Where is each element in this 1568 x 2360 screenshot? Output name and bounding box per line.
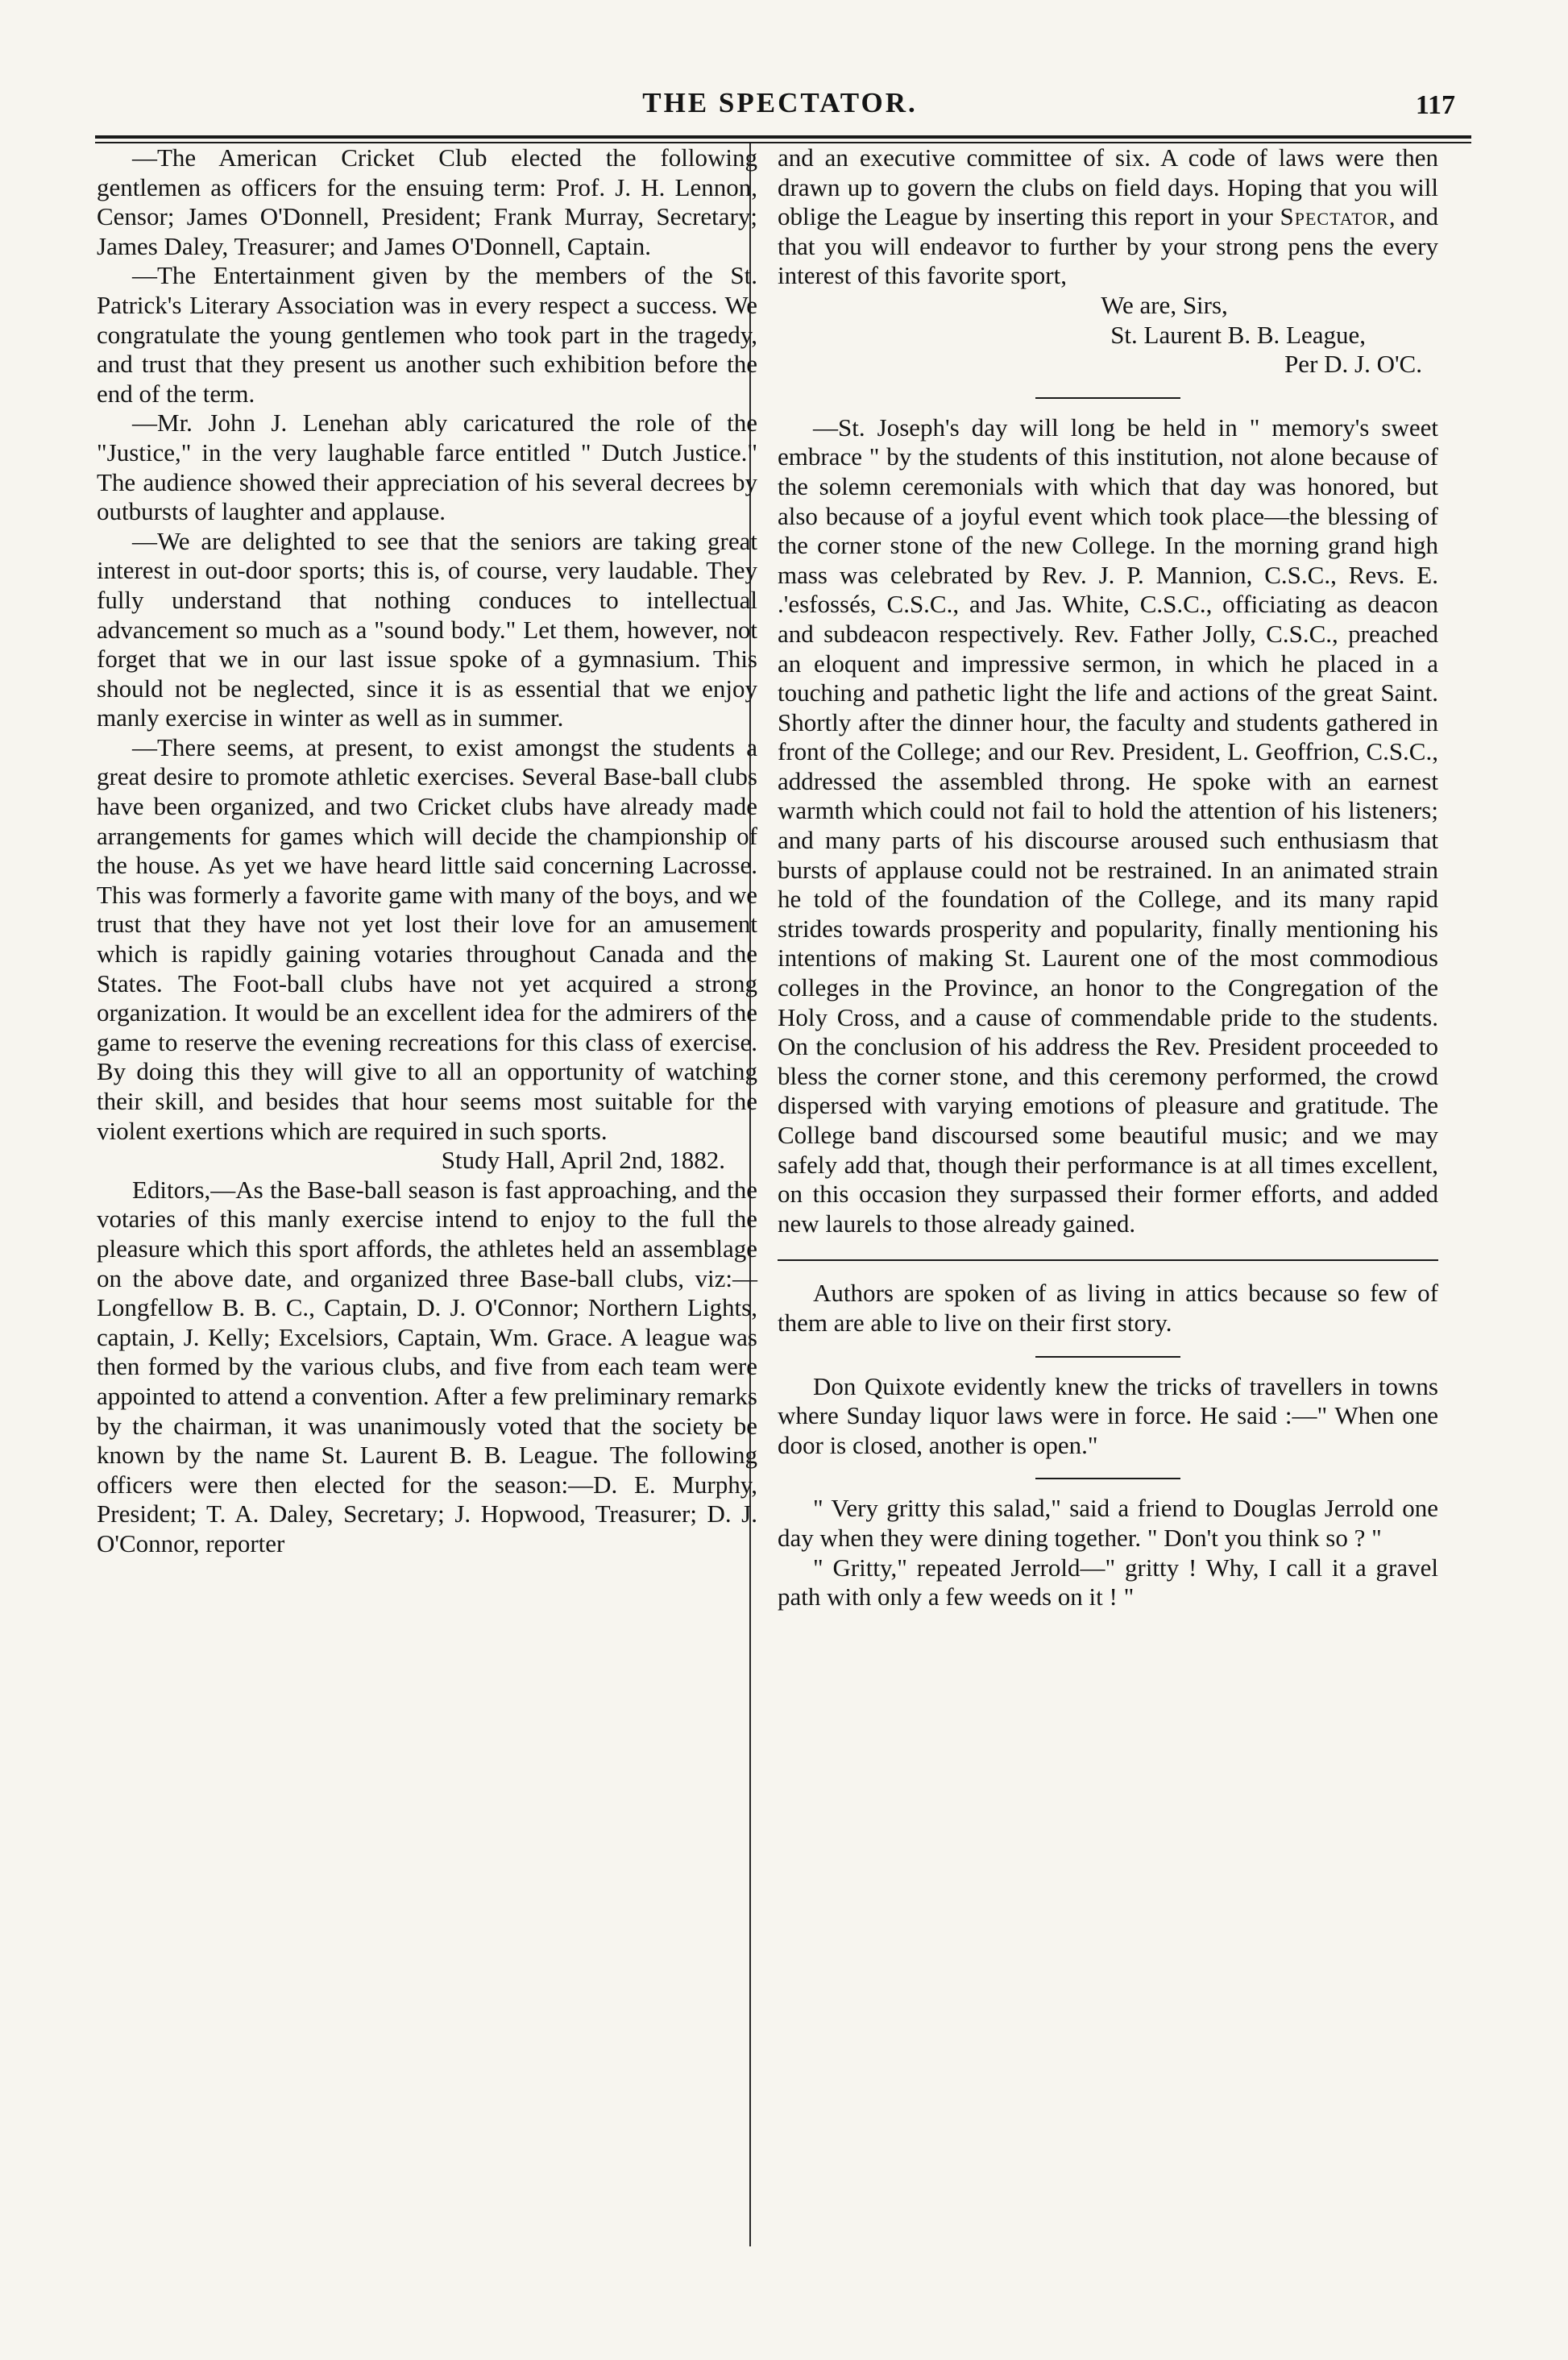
don-quixote-anecdote: Don Quixote evidently knew the tricks of travellers in towns where Sunday liquor laws were in force. He said :—" When one door is closed, another is open." xyxy=(778,1371,1438,1459)
publication-title: THE SPECTATOR. xyxy=(642,87,918,118)
letter-dateline: Study Hall, April 2nd, 1882. xyxy=(441,1146,725,1175)
letter-signature-league: St. Laurent B. B. League, xyxy=(1110,320,1366,349)
separator-rule xyxy=(1035,1478,1180,1479)
header-rule-thick xyxy=(95,135,1471,139)
st-joseph-item: —St. Joseph's day will long be held in " memory's sweet embrace " by the students of this institution, not alone because of the solemn ceremonials with which that day was honored, but also because of a joyful event which took place—the blessing of the corner stone of the new College. In the morning grand high mass was celebrated by Rev. J. P. Mannion, C.S.C., Revs. E. .'esfossés, C.S.C., and Jas. White, C.S.C., officiating as deacon and subdeacon respectively. Rev. Father Jolly, C.S.C., preached an eloquent and impressive sermon, in which he placed in a touching and pathetic light the life and actions of the great Saint. Shortly after the dinner hour, the faculty and students gathered in front of the College; and our Rev. President, L. Geoffrion, C.S.C., addressed the assembled throng. He spoke with an earnest warmth which could not fail to hold the attention of his listeners; and many parts of his discourse aroused such enthusiasm that bursts of applause could not be restrained. In an animated strain he told of the foundation of the College, and its many rapid strides towards prosperity and popularity, finally mentioning his intentions of making St. Laurent one of the most commodious colleges in the Province, an honor to the Congregation of the Holy Cross, and a cause of commendable pride to the students. On the conclusion of his address the Rev. President proceeded to bless the corner stone, and this ceremony performed, the crowd dispersed with varying emotions of pleasure and gratitude. The College band discoursed some beautiful music; and we may safely add that, though their performance is at all times excellent, on this occasion they surpassed their former efforts, and added new laurels to those already gained. xyxy=(778,413,1438,1238)
jerrold-anecdote-2: " Gritty," repeated Jerrold—" gritty ! Why, I call it a gravel path with only a few weeds on it ! " xyxy=(778,1553,1438,1611)
separator-rule xyxy=(1035,1356,1180,1358)
letter-salutation: We are, Sirs, xyxy=(1101,290,1228,319)
cricket-club-item: —The American Cricket Club elected the following gentlemen as officers for the ensuing term: Prof. J. H. Lennon, Censor; James O'Donnell, President; Frank Murray, Secretary; James Daley, Treasurer; and James O'Donnell, Captain. xyxy=(97,143,757,260)
spectator-smallcaps: Spectator xyxy=(1280,202,1389,231)
authors-anecdote: Authors are spoken of as living in attics because so few of them are able to live on their first story. xyxy=(778,1279,1438,1337)
separator-rule xyxy=(1035,397,1180,399)
letter-text-b: , and that you will endeavor to further by your strong pens the every interest of this favorite sport, xyxy=(778,202,1438,290)
letter-signature-initials: Per D. J. O'C. xyxy=(1284,350,1422,379)
lenehan-item: —Mr. John J. Lenehan ably caricatured the role of the "Justice," in the very laughable farce entitled " Dutch Justice." The audience showed their appreciation of his several decrees by outbursts of laughter and applause. xyxy=(97,409,757,526)
base-ball-letter: Editors,—As the Base-ball season is fast approaching, and the votaries of this manly exercise intend to enjoy to the full the pleasure which this sport affords, the athletes held an assemblage on the above date, and organized three Base-ball clubs, viz:—Longfellow B. B. C., Captain, D. J. O'Connor; Northern Lights, captain, J. Kelly; Excelsiors, Captain, Wm. Grace. A league was then formed by the various clubs, and five from each team were appointed to attend a convention. After a few preliminary remarks by the chairman, it was unanimously voted that the society be known by the name St. Laurent B. B. League. The following officers were then elected for the season:—D. E. Murphy, President; T. A. Daley, Secretary; J. Hopwood, Treasurer; D. J. O'Connor, reporter xyxy=(97,1175,757,1557)
section-rule xyxy=(778,1259,1438,1261)
outdoor-sports-item: —We are delighted to see that the seniors are taking great interest in out-door sports; this is, of course, very laudable. They fully understand that nothing conduces to intellectual advancement so much as a "sound body." Let them, however, not forget that we in our last issue spoke of a gymnasium. This should not be neglected, since it is as essential that we enjoy manly exercise in winter as well as in summer. xyxy=(97,526,757,732)
entertainment-item: —The Entertainment given by the members of the St. Patrick's Literary Association was in every respect a success. We congratulate the young gentlemen who took part in the tragedy, and trust that they present us another such exhibition before the end of the term. xyxy=(97,261,757,408)
page-header xyxy=(95,87,1465,135)
left-column xyxy=(97,143,757,1559)
letter-continuation xyxy=(778,143,1438,291)
right-column xyxy=(778,143,1438,1612)
jerrold-anecdote-1: " Very gritty this salad," said a friend to Douglas Jerrold one day when they were dining together. " Don't you think so ? " xyxy=(778,1494,1438,1552)
athletic-exercises-item: —There seems, at present, to exist amongst the students a great desire to promote athletic exercises. Several Base-ball clubs have been organized, and two Cricket clubs have already made arrangements for games which will decide the championship of the house. As yet we have heard little said concerning Lacrosse. This was formerly a favorite game with many of the boys, and we trust that they have not yet lost their love for an amusement which is rapidly gaining votaries throughout Canada and the States. The Foot-ball clubs have not yet acquired a strong organization. It would be an excellent idea for the admirers of the game to reserve the evening recreations for this class of exercise. By doing this they will give to all an opportunity of watching their skill, and besides that hour seems most suitable for the violent exertions which are required in such sports. xyxy=(97,732,757,1145)
page-number: 117 xyxy=(1415,90,1455,120)
letter-text-a: and an executive committee of six. A code of laws were then drawn up to govern the clubs on field days. Hoping that you will oblige the League by inserting this report in your xyxy=(778,143,1438,231)
